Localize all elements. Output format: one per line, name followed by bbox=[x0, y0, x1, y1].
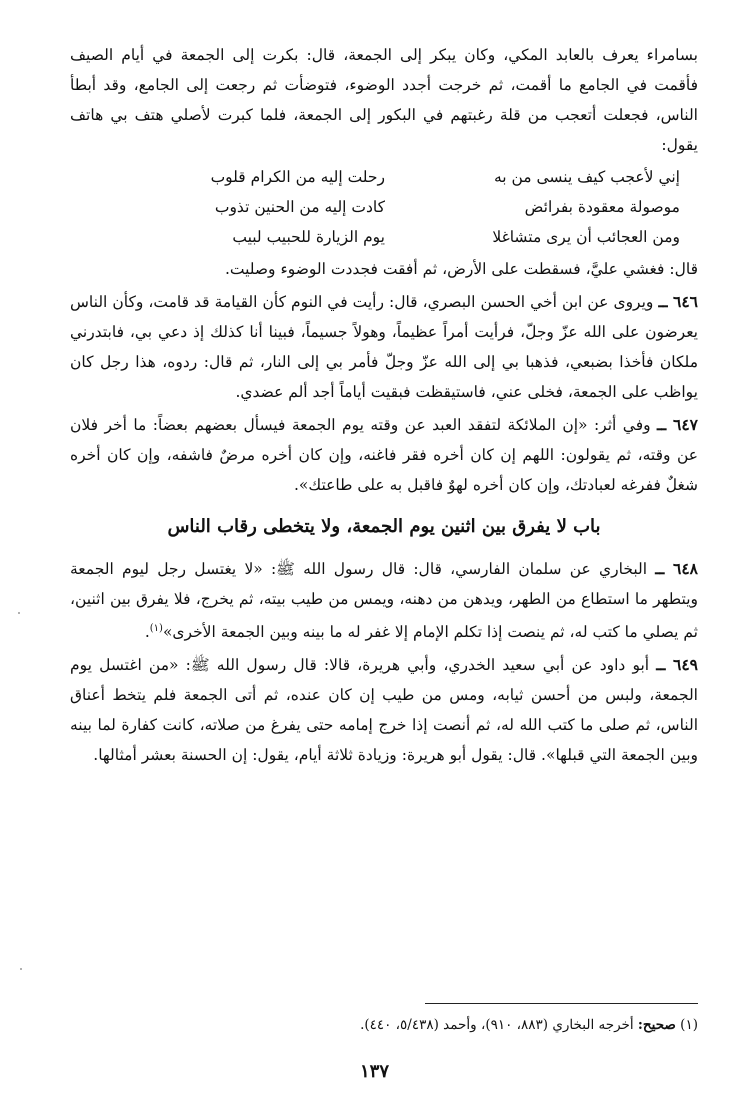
footnote-text: أخرجه البخاري (٨٨٣، ٩١٠)، وأحمد (٥/٤٣٨، ٤٤٠). bbox=[360, 1017, 634, 1033]
verse-second-hemistich: يوم الزيارة للحبيب لبيب bbox=[232, 228, 385, 246]
verse-first-hemistich: إني لأعجب كيف ينسى من به bbox=[493, 168, 680, 186]
section-heading: باب لا يفرق بين اثنين يوم الجمعة، ولا يتخطى رقاب الناس bbox=[167, 516, 601, 537]
paragraph-647 bbox=[70, 410, 698, 500]
scan-speck bbox=[20, 968, 22, 970]
paragraph-number: ٦٤٩ ــ bbox=[656, 655, 698, 675]
paragraph-649 bbox=[70, 650, 698, 770]
poem bbox=[70, 162, 698, 252]
intro-paragraph: بسامراء يعرف بالعابد المكي، وكان يبكر إلى الجمعة، قال: بكرت إلى الجمعة في أيام الصيف فأقمت في الجامع ما أقمت، ثم خرجت أجدد الوضوء، فتوضأت ثم رجعت إلى الجامع، وقد أبطأ الناس، فجعلت أتعجب من قلة رغبتهم في البكور إلى الجمعة، فلما كبرت لأصلي هتف بي هاتف يقول: bbox=[70, 46, 698, 154]
verse-first-hemistich: موصولة معقودة بفرائض bbox=[524, 198, 680, 216]
footnote-divider bbox=[425, 1003, 698, 1004]
paragraph-number: ٦٤٦ ــ bbox=[658, 292, 698, 311]
footnote-reference: (١) bbox=[149, 623, 163, 634]
paragraph-text: ويروى عن ابن أخي الحسن البصري، قال: رأيت في النوم كأن القيامة قد قامت، وكأن الناس يعرضون على الله عزّ وجلّ، فرأيت أمراً عظيماً، وهولاً جسيماً، فبينا أنا كذلك إذ دعي بي، فابتدرني ملكان فأخذا بضبعي، فذهبا بي إلى الله عزّ وجلّ فأمر بي إلى النار، ثم قال: ردوه، هذا رجل كان يواظب على الجمعة، فخلى عني، فاستيقظت فبقيت أياماً أجد ألم عضدي. bbox=[70, 293, 698, 401]
paragraph-646 bbox=[70, 287, 698, 407]
verse-second-hemistich: رحلت إليه من الكرام قلوب bbox=[210, 168, 385, 186]
verse-second-hemistich: كادت إليه من الحنين تذوب bbox=[214, 198, 385, 216]
page-number: ١٣٧ bbox=[359, 1061, 389, 1082]
scan-speck bbox=[18, 612, 20, 614]
footnote-label: صحيح: bbox=[637, 1017, 676, 1033]
paragraph-text: أبو داود عن أبي سعيد الخدري، وأبي هريرة، قالا: قال رسول الله ﷺ: «من اغتسل يوم الجمعة، ولبس من أحسن ثيابه، ومس من طيب إن كان عنده، ثم أتى الجمعة فلم يتخط أعناق الناس، ثم صلى ما كتب الله له، ثم أنصت إذا خرج إمامه حتى يفرغ من صلاته، كانت كفارة لما بينه وبين الجمعة التي قبلها». قال: يقول أبو هريرة: وزيادة ثلاثة أيام، يقول: إن الحسنة بعشر أمثالها. bbox=[70, 656, 698, 765]
paragraph-text: البخاري عن سلمان الفارسي، قال: قال رسول الله ﷺ: «لا يغتسل رجل ليوم الجمعة ويتطهر ما استطاع من الطهر، ويدهن من دهنه، ويمس من طيب بيته، ثم يخرج، فلا يفرق بين اثنين، ثم يصلي ما كتب له، ثم ينصت إذا تكلم الإمام إلا غفر له ما بينه وبين الجمعة الأخرى» bbox=[70, 560, 698, 642]
after-verses-paragraph: قال: فغشي عليَّ، فسقطت على الأرض، ثم أفقت فجددت الوضوء وصليت. bbox=[224, 260, 698, 278]
page-body bbox=[70, 40, 698, 770]
verse-first-hemistich: ومن العجائب أن يرى متشاغلا bbox=[492, 228, 680, 246]
paragraph-648: ٦٤٨ ــ البخاري عن سلمان الفارسي، قال: قال رسول الله ﷺ: «لا يغتسل رجل ليوم الجمعة ويتطهر ما استطاع من الطهر، ويدهن من دهنه، ويمس من طيب بيته، ثم يخرج، فلا يفرق بين اثنين، ثم يصلي ما كتب له، ثم ينصت إذا تكلم الإمام إلا غفر له ما بينه وبين الجمعة الأخرى»$^{(١)}$. bbox=[70, 559, 698, 642]
footnote bbox=[250, 1014, 698, 1036]
footnote-number: (١) bbox=[680, 1017, 698, 1033]
paragraph-number: ٦٤٧ ــ bbox=[657, 415, 699, 434]
paragraph-text: وفي أثر: «إن الملائكة لتفقد العبد عن وقته يوم الجمعة فيسأل بعضهم بعضاً: ما أخر فلان عن وقته، ثم يقولون: اللهم إن كان أخره فقر فاغنه، وإن كان أخره مرضٌ فاشفه، وإن كان أخره شغلٌ ففرغه لعبادتك، وإن كان أخره لهوٌ فاقبل به على طاعتك». bbox=[70, 416, 698, 494]
paragraph-number: ٦٤٨ ــ bbox=[655, 559, 698, 578]
